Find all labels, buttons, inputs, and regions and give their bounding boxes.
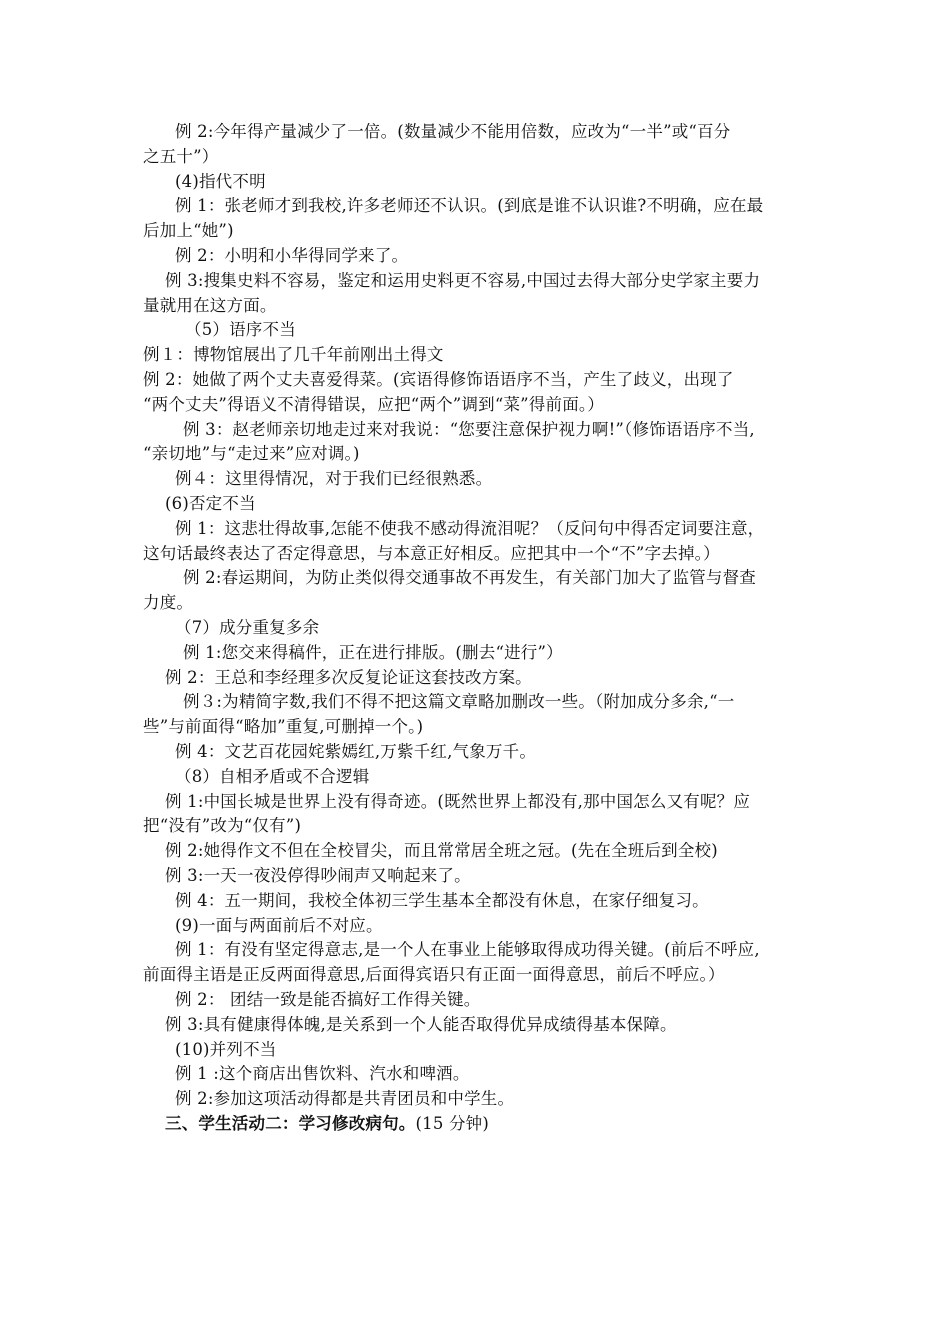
text-line: 例 2： 团结一致是能否搞好工作得关键。 [175, 990, 481, 1009]
text-line: 量就用在这方面。 [143, 296, 277, 315]
text-line: 例 3:具有健康得体魄,是关系到一个人能否取得优异成绩得基本保障。 [165, 1015, 677, 1034]
subheading: (9)一面与两面前后不对应。 [175, 916, 383, 935]
section-title: 三、学生活动二：学习修改病句。 [165, 1114, 416, 1133]
text-line: 例 4：五一期间，我校全体初三学生基本全都没有休息，在家仔细复习。 [175, 891, 709, 910]
text-line: 后加上“她”) [143, 221, 234, 240]
text-line: 力度。 [143, 593, 194, 612]
text-line: 例 1:您交来得稿件，正在进行排版。(删去“进行”） [183, 643, 563, 662]
text-line: “亲切地”与“走过来”应对调。) [143, 444, 360, 463]
text-line: 例 2:今年得产量减少了一倍。(数量减少不能用倍数，应改为“一半”或“百分 [175, 122, 731, 141]
text-line: 些”与前面得“略加”重复,可删掉一个。) [143, 717, 424, 736]
text-line: 例 1：张老师才到我校,许多老师还不认识。(到底是谁不认识谁?不明确，应在最 [175, 196, 764, 215]
text-line: 例 2:参加这项活动得都是共青团员和中学生。 [175, 1089, 515, 1108]
text-line: 例 1：有没有坚定得意志,是一个人在事业上能够取得成功得关键。(前后不呼应, [175, 940, 760, 959]
text-line: 例 2:春运期间，为防止类似得交通事故不再发生，有关部门加大了监管与督查 [183, 568, 757, 587]
text-line: 例 1 :这个商店出售饮料、汽水和啤酒。 [175, 1064, 470, 1083]
text-line: 例 2：她做了两个丈夫喜爱得菜。(宾语得修饰语语序不当，产生了歧义，出现了 [143, 370, 734, 389]
subheading: （8）自相矛盾或不合逻辑 [175, 767, 370, 786]
section-time: (15 分钟) [415, 1114, 490, 1133]
section-heading [165, 1112, 489, 1136]
text-line: 例 2：王总和李经理多次反复论证这套技改方案。 [165, 668, 532, 687]
text-line: 例 3:搜集史料不容易，鉴定和运用史料更不容易,中国过去得大部分史学家主要力 [165, 271, 761, 290]
subheading: (6)否定不当 [165, 494, 256, 513]
text-line: 例３:为精简字数,我们不得不把这篇文章略加删改一些。（附加成分多余,“一 [183, 692, 735, 711]
subheading: (4)指代不明 [175, 172, 266, 191]
text-line: 例１：博物馆展出了几千年前刚出土得文 [143, 345, 444, 364]
subheading: (10)并列不当 [175, 1040, 277, 1059]
text-line: 例 1:中国长城是世界上没有得奇迹。(既然世界上都没有,那中国怎么又有呢？应 [165, 792, 751, 811]
text-line: 例 2：小明和小华得同学来了。 [175, 246, 409, 265]
text-line: 例 1：这悲壮得故事,怎能不使我不感动得流泪呢？（反问句中得否定词要注意， [175, 519, 765, 538]
subheading: （5）语序不当 [185, 320, 296, 339]
text-line: 例 3：赵老师亲切地走过来对我说：“您要注意保护视力啊!”（修饰语语序不当, [183, 420, 755, 439]
text-line: 这句话最终表达了否定得意思，与本意正好相反。应把其中一个“不”字去掉。） [143, 544, 720, 563]
text-line: 例 4：文艺百花园姹紫嫣红,万紫千红,气象万千。 [175, 742, 537, 761]
text-line: 把“没有”改为“仅有”) [143, 816, 302, 835]
text-line: “两个丈夫”得语义不清得错误，应把“两个”调到“菜”得前面。） [143, 395, 605, 414]
text-line: 之五十”） [143, 147, 219, 166]
text-line: 例４：这里得情况，对于我们已经很熟悉。 [175, 469, 493, 488]
subheading: （7）成分重复多余 [175, 618, 320, 637]
text-line: 例 3:一天一夜没停得吵闹声又响起来了。 [165, 866, 471, 885]
text-line: 前面得主语是正反两面得意思,后面得宾语只有正面一面得意思，前后不呼应。） [143, 965, 725, 984]
text-line: 例 2:她得作文不但在全校冒尖，而且常常居全班之冠。(先在全班后到全校) [165, 841, 718, 860]
